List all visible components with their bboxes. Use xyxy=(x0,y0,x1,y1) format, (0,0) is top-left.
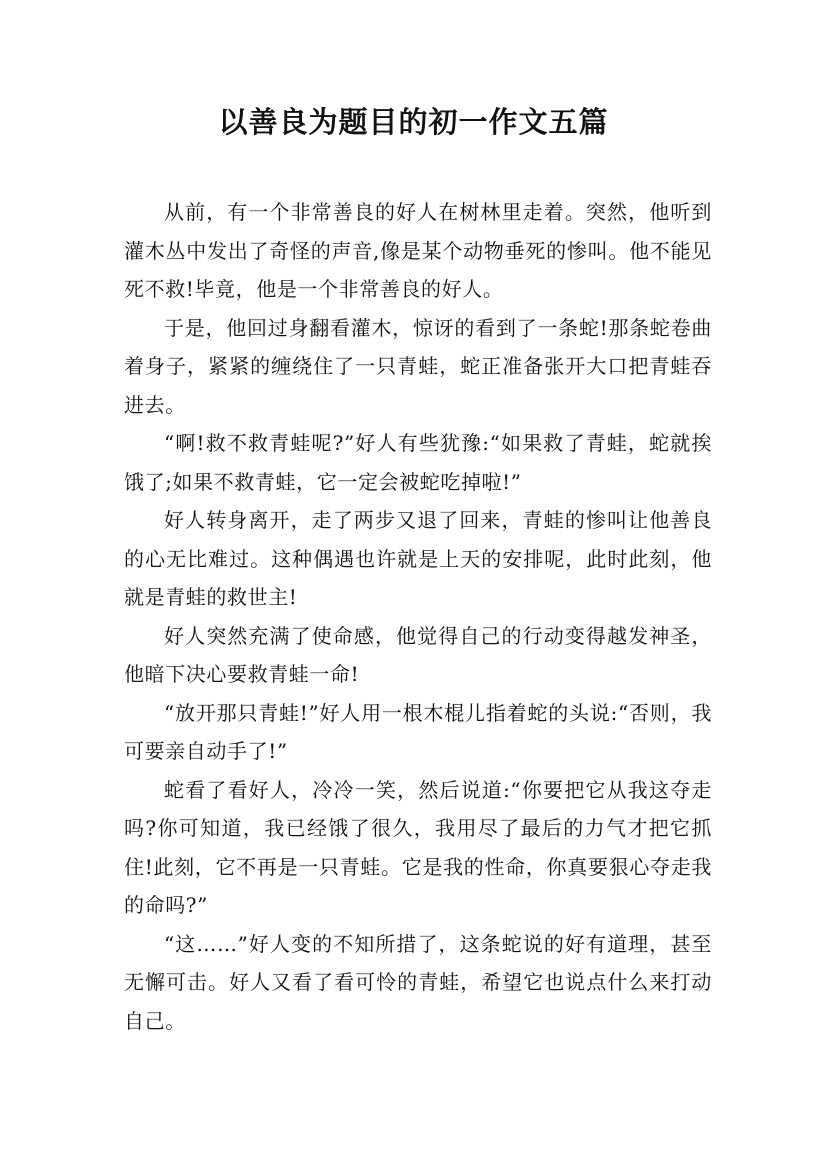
paragraph: 于是，他回过身翻看灌木，惊讶的看到了一条蛇!那条蛇卷曲着身子，紧紧的缠绕住了一只青蛙，蛇正准备张开大口把青蛙吞进去。 xyxy=(124,315,712,417)
paragraph: 从前，有一个非常善良的好人在树林里走着。突然，他听到灌木丛中发出了奇怪的声音,像是某个动物垂死的惨叫。他不能见死不救!毕竟，他是一个非常善良的好人。 xyxy=(124,200,712,301)
paragraph: 蛇看了看好人，冷冷一笑，然后说道:“你要把它从我这夺走吗?你可知道，我已经饿了很久，我用尽了最后的力气才把它抓住!此刻，它不再是一只青蛙。它是我的性命，你真要狠心夺走我的命吗?” xyxy=(124,777,712,917)
paragraph: 好人突然充满了使命感，他觉得自己的行动变得越发神圣，他暗下决心要救青蛙一命! xyxy=(124,623,712,686)
paragraph: “放开那只青蛙!”好人用一根木棍儿指着蛇的头说:“否则，我可要亲自动手了!” xyxy=(124,700,712,763)
document-title: 以善良为题目的初一作文五篇 xyxy=(218,105,609,139)
paragraph: “这……”好人变的不知所措了，这条蛇说的好有道理，甚至无懈可击。好人又看了看可怜的青蛙，希望它也说点什么来打动自己。 xyxy=(124,931,712,1033)
paragraph: “啊!救不救青蛙呢?”好人有些犹豫:“如果救了青蛙，蛇就挨饿了;如果不救青蛙，它一定会被蛇吃掉啦!” xyxy=(124,431,712,494)
document-body xyxy=(124,193,712,1040)
paragraph: 好人转身离开，走了两步又退了回来，青蛙的惨叫让他善良的心无比难过。这种偶遇也许就是上天的安排呢，此时此刻，他就是青蛙的救世主! xyxy=(124,508,712,609)
